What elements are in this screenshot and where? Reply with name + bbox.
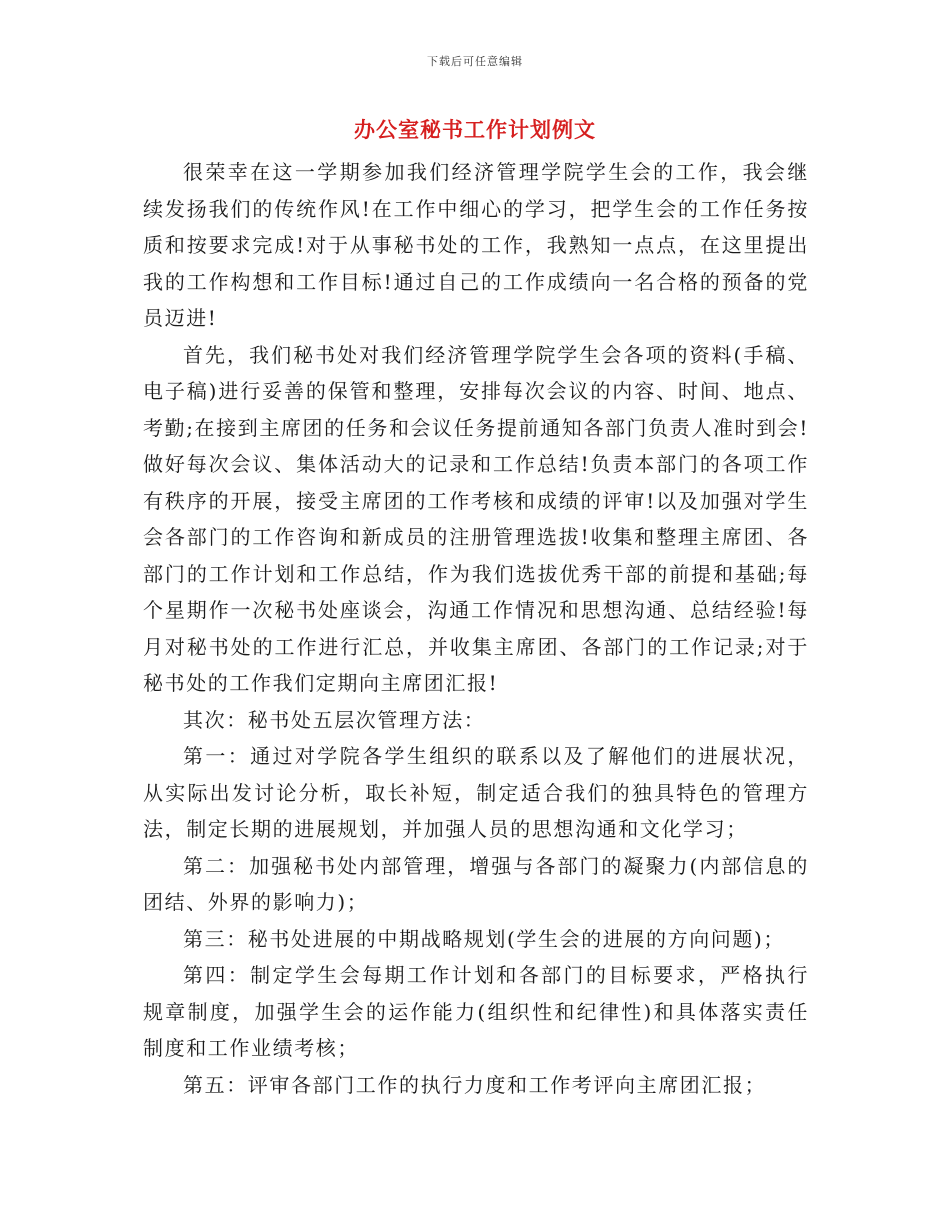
paragraph-item-four: 第四：制定学生会每期工作计划和各部门的目标要求，严格执行规章制度，加强学生会的运作能力(组织性和纪律性)和具体落实责任制度和工作业绩考核； <box>143 963 809 1060</box>
paragraph-item-two: 第二：加强秘书处内部管理，增强与各部门的凝聚力(内部信息的团结、外界的影响力)； <box>143 853 809 914</box>
paragraph-intro: 很荣幸在这一学期参加我们经济管理学院学生会的工作，我会继续发扬我们的传统作风!在工作中细心的学习，把学生会的工作任务按质和按要求完成!对于从事秘书处的工作，我熟知一点点，在这里提出我的工作构想和工作目标!通过自己的工作成绩向一名合格的预备的党员迈进! <box>143 160 809 330</box>
paragraph-item-five: 第五：评审各部门工作的执行力度和工作考评向主席团汇报； <box>183 1072 767 1097</box>
document-body <box>143 154 809 1103</box>
paragraph-second-heading: 其次：秘书处五层次管理方法： <box>183 707 486 732</box>
page-header-note: 下载后可任意编辑 <box>427 55 523 68</box>
paragraph-item-one: 第一：通过对学院各学生组织的联系以及了解他们的进展状况，从实际出发讨论分析，取长补短，制定适合我们的独具特色的管理方法，制定长期的进展规划，并加强人员的思想沟通和文化学习； <box>143 744 809 841</box>
document-title: 办公室秘书工作计划例文 <box>354 117 596 142</box>
paragraph-first: 首先，我们秘书处对我们经济管理学院学生会各项的资料(手稿、电子稿)进行妥善的保管和整理，安排每次会议的内容、时间、地点、考勤;在接到主席团的任务和会议任务提前通知各部门负责人准时到会!做好每次会议、集体活动大的记录和工作总结!负责本部门的各项工作有秩序的开展，接受主席团的工作考核和成绩的评审!以及加强对学生会各部门的工作咨询和新成员的注册管理选拔!收集和整理主席团、各部门的工作计划和工作总结，作为我们选拔优秀干部的前提和基础;每个星期作一次秘书处座谈会，沟通工作情况和思想沟通、总结经验!每月对秘书处的工作进行汇总，并收集主席团、各部门的工作记录;对于秘书处的工作我们定期向主席团汇报! <box>143 342 809 695</box>
paragraph-item-three: 第三：秘书处进展的中期战略规划(学生会的进展的方向问题)； <box>183 926 786 951</box>
